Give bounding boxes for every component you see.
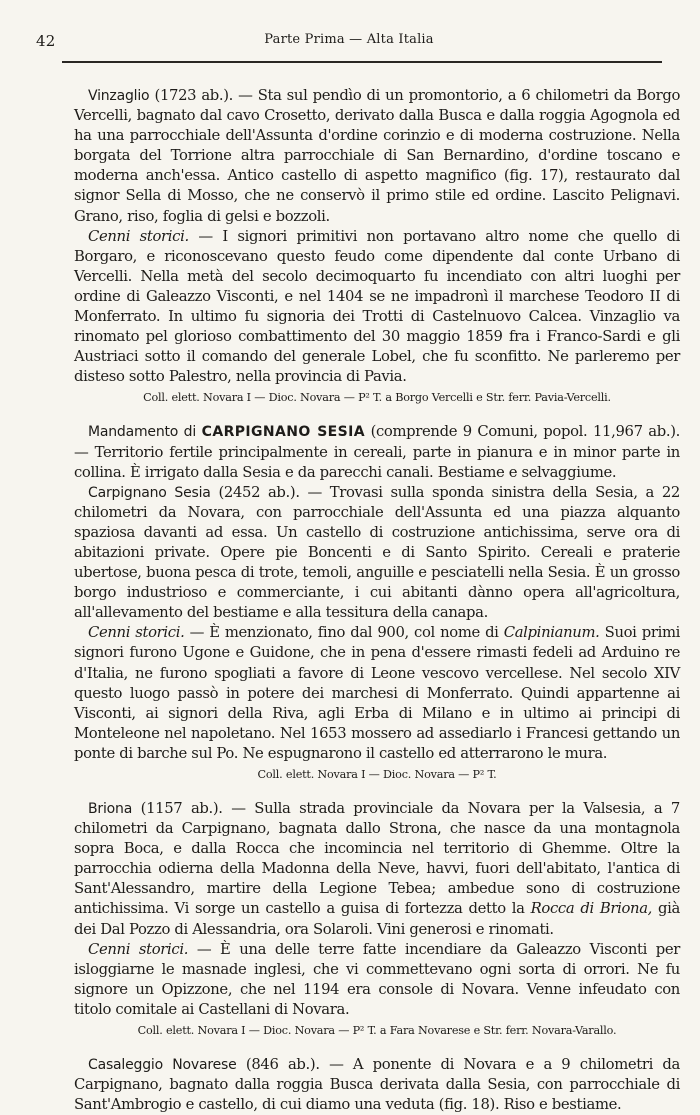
cenni-text: — I signori primitivi non portavano altro nome che quello di Borgaro, e riconoscevano questo feudo come dipendente dal conte Urbano di Vercelli. Nella metà del secolo decimoquarto fu incendiato con altri luoghi per ordine di Galeazzo Visconti, e nel 1404 se ne impadronì il marchese Teodoro II di Monferrato. In ultimo fu signoria dei Trotti di Castelnuovo Calcea. Vinzaglio va rinomato pel glorioso combattimento del 30 maggio 1859 fra i Franco-Sardi e gli Austriaci sotto il comando del generale Lobel, che fu sconfitto. Ne parleremo per disteso sotto Palestro, nella provincia di Pavia. bbox=[74, 227, 681, 386]
cenni-label: Cenni storici. bbox=[88, 227, 189, 245]
rocca-name: Rocca di Briona, bbox=[530, 900, 653, 918]
running-title: Parte Prima — Alta Italia bbox=[264, 32, 434, 47]
entry-heading: Carpignano Sesia bbox=[88, 484, 211, 501]
coll-vinzaglio: Coll. elett. Novara I — Dioc. Novara — P² T. a Borgo Vercelli e Str. ferr. Pavia-Vercelli. bbox=[143, 391, 611, 405]
mandamento-text: (comprende 9 Comuni, popol. 11,967 ab.). — Territorio fertile principalmente in cereali, parte in pianura e in minor parte in collina. È irrigato dalla Sesia e da parecchi canali. Bestiame e selvaggiume. bbox=[74, 423, 680, 481]
entry-text: (2452 ab.). — Trovasi sulla sponda sinistra della Sesia, a 22 chilometri da Novara, con parrocchiale dell'Assunta ed una piazza alquanto spaziosa davanti ad essa. Un castello di costruzione antichissima, serve ora di abitazioni private. Opere pie Boncenti e di Santo Spirito. Cereali e praterie ubertose, buona pesca di trote, temoli, anguille e pesciatelli nella Sesia. È un grosso borgo industrioso e commerciante, i cui abitanti dànno opera all'agricoltura, all'allevamento del bestiame e alla tessitura della canapa. bbox=[74, 483, 680, 622]
mandamento-name: CARPIGNANO SESIA bbox=[201, 424, 365, 441]
cenni-briona bbox=[74, 940, 680, 1020]
entry-briona bbox=[74, 799, 680, 940]
cenni-carpignano bbox=[74, 623, 680, 764]
entry-text-b: già dei Dal Pozzo di Alessandria, ora Solaroli. Vini generosi e rinomati. bbox=[74, 900, 680, 938]
cenni-text-b: Suoi primi signori furono Ugone e Guidone, che in pena d'essere rimasti fedeli ad Arduino re d'Italia, ne furono spogliati a favore di Leone vescovo vercellese. Nel secolo XIV questo luogo passò in potere dei marchesi di Monferrato. Quindi appartenne ai Visconti, ai signori della Riva, agli Erba di Milano e in ultimo ai principi di Monteleone nel napoletano. Nel 1653 mossero ad assediarlo i Francesi gettando un ponte di barche sul Po. Ne espugnarono il castello ed atterrarono le mura. bbox=[74, 624, 681, 762]
mandamento-carpignano bbox=[74, 422, 680, 482]
entry-carpignano bbox=[74, 483, 680, 624]
cenni-label: Cenni storici. bbox=[88, 940, 189, 958]
header-rule bbox=[62, 61, 662, 63]
entry-text: (846 ab.). — A ponente di Novara e a 9 chilometri da Carpignano, bagnato dalla roggia Busca derivata dalla Sesia, con parrocchiale di Sant'Ambrogio e castello, di cui diamo una veduta (fig. 18). Riso e bestiame. bbox=[74, 1056, 680, 1114]
cenni-text: — È una delle terre fatte incendiare da Galeazzo Visconti per isloggiarne le masnade inglesi, che vi commettevano ogni sorta di orrori. Ne fu signore un Opizzone, che nel 1194 era console di Novara. Venne infeudato con titolo comitale ai Castellani di Novara. bbox=[74, 940, 680, 1018]
mandamento-lead: Mandamento di bbox=[88, 424, 197, 441]
page-header bbox=[36, 32, 662, 50]
entry-heading: Casaleggio Novarese bbox=[88, 1057, 237, 1074]
coll-carpignano: Coll. elett. Novara I — Dioc. Novara — P² T. bbox=[257, 768, 497, 781]
page-body bbox=[74, 86, 680, 1115]
entry-text-a: (1157 ab.). — Sulla strada provinciale da Novara per la Valsesia, a 7 chilometri da Carpignano, bagnata dallo Strona, che nasce da una montagnola sopra Boca, e dalla Rocca che incomincia nel territorio di Ghemme. Oltre la parrocchia odierna della Madonna della Neve, havvi, fuori dell'abitato, l'antica di Sant'Alessandro, martire della Legione Tebea; ambedue sono di costruzione antichissima. Vi sorge un castello a guisa di fortezza detto la bbox=[74, 800, 680, 918]
page-number: 42 bbox=[36, 32, 56, 50]
entry-text: (1723 ab.). — Sta sul pendìo di un promontorio, a 6 chilometri da Borgo Vercelli, bagnato dal cavo Crosetto, derivato dalla Busca e dalla roggia Agognola ed ha una parrocchiale dell'Assunta d'ordine corinzio e di moderna costruzione. Nella borgata del Torrione altra parrocchiale di San Bernardino, d'ordine toscano e moderna anch'essa. Antico castello di aspetto magnifico (fig. 17), restaurato dal signor Sella di Mosso, che ne conservò il primo stile ed ordine. Lascito Pelignavi. Grano, riso, foglia di gelsi e bozzoli. bbox=[74, 87, 680, 225]
cenni-label: Cenni storici. bbox=[88, 624, 185, 642]
cenni-vinzaglio bbox=[74, 227, 680, 388]
entry-heading: Briona bbox=[88, 801, 133, 817]
entry-casaleggio bbox=[74, 1055, 680, 1115]
latin-name: Calpinianum. bbox=[503, 624, 600, 642]
entry-vinzaglio bbox=[74, 86, 680, 227]
entry-heading: Vinzaglio bbox=[88, 88, 150, 104]
coll-briona: Coll. elett. Novara I — Dioc. Novara — P² T. a Fara Novarese e Str. ferr. Novara-Varallo. bbox=[137, 1024, 617, 1038]
cenni-text-a: — È menzionato, fino dal 900, col nome di bbox=[184, 624, 504, 642]
